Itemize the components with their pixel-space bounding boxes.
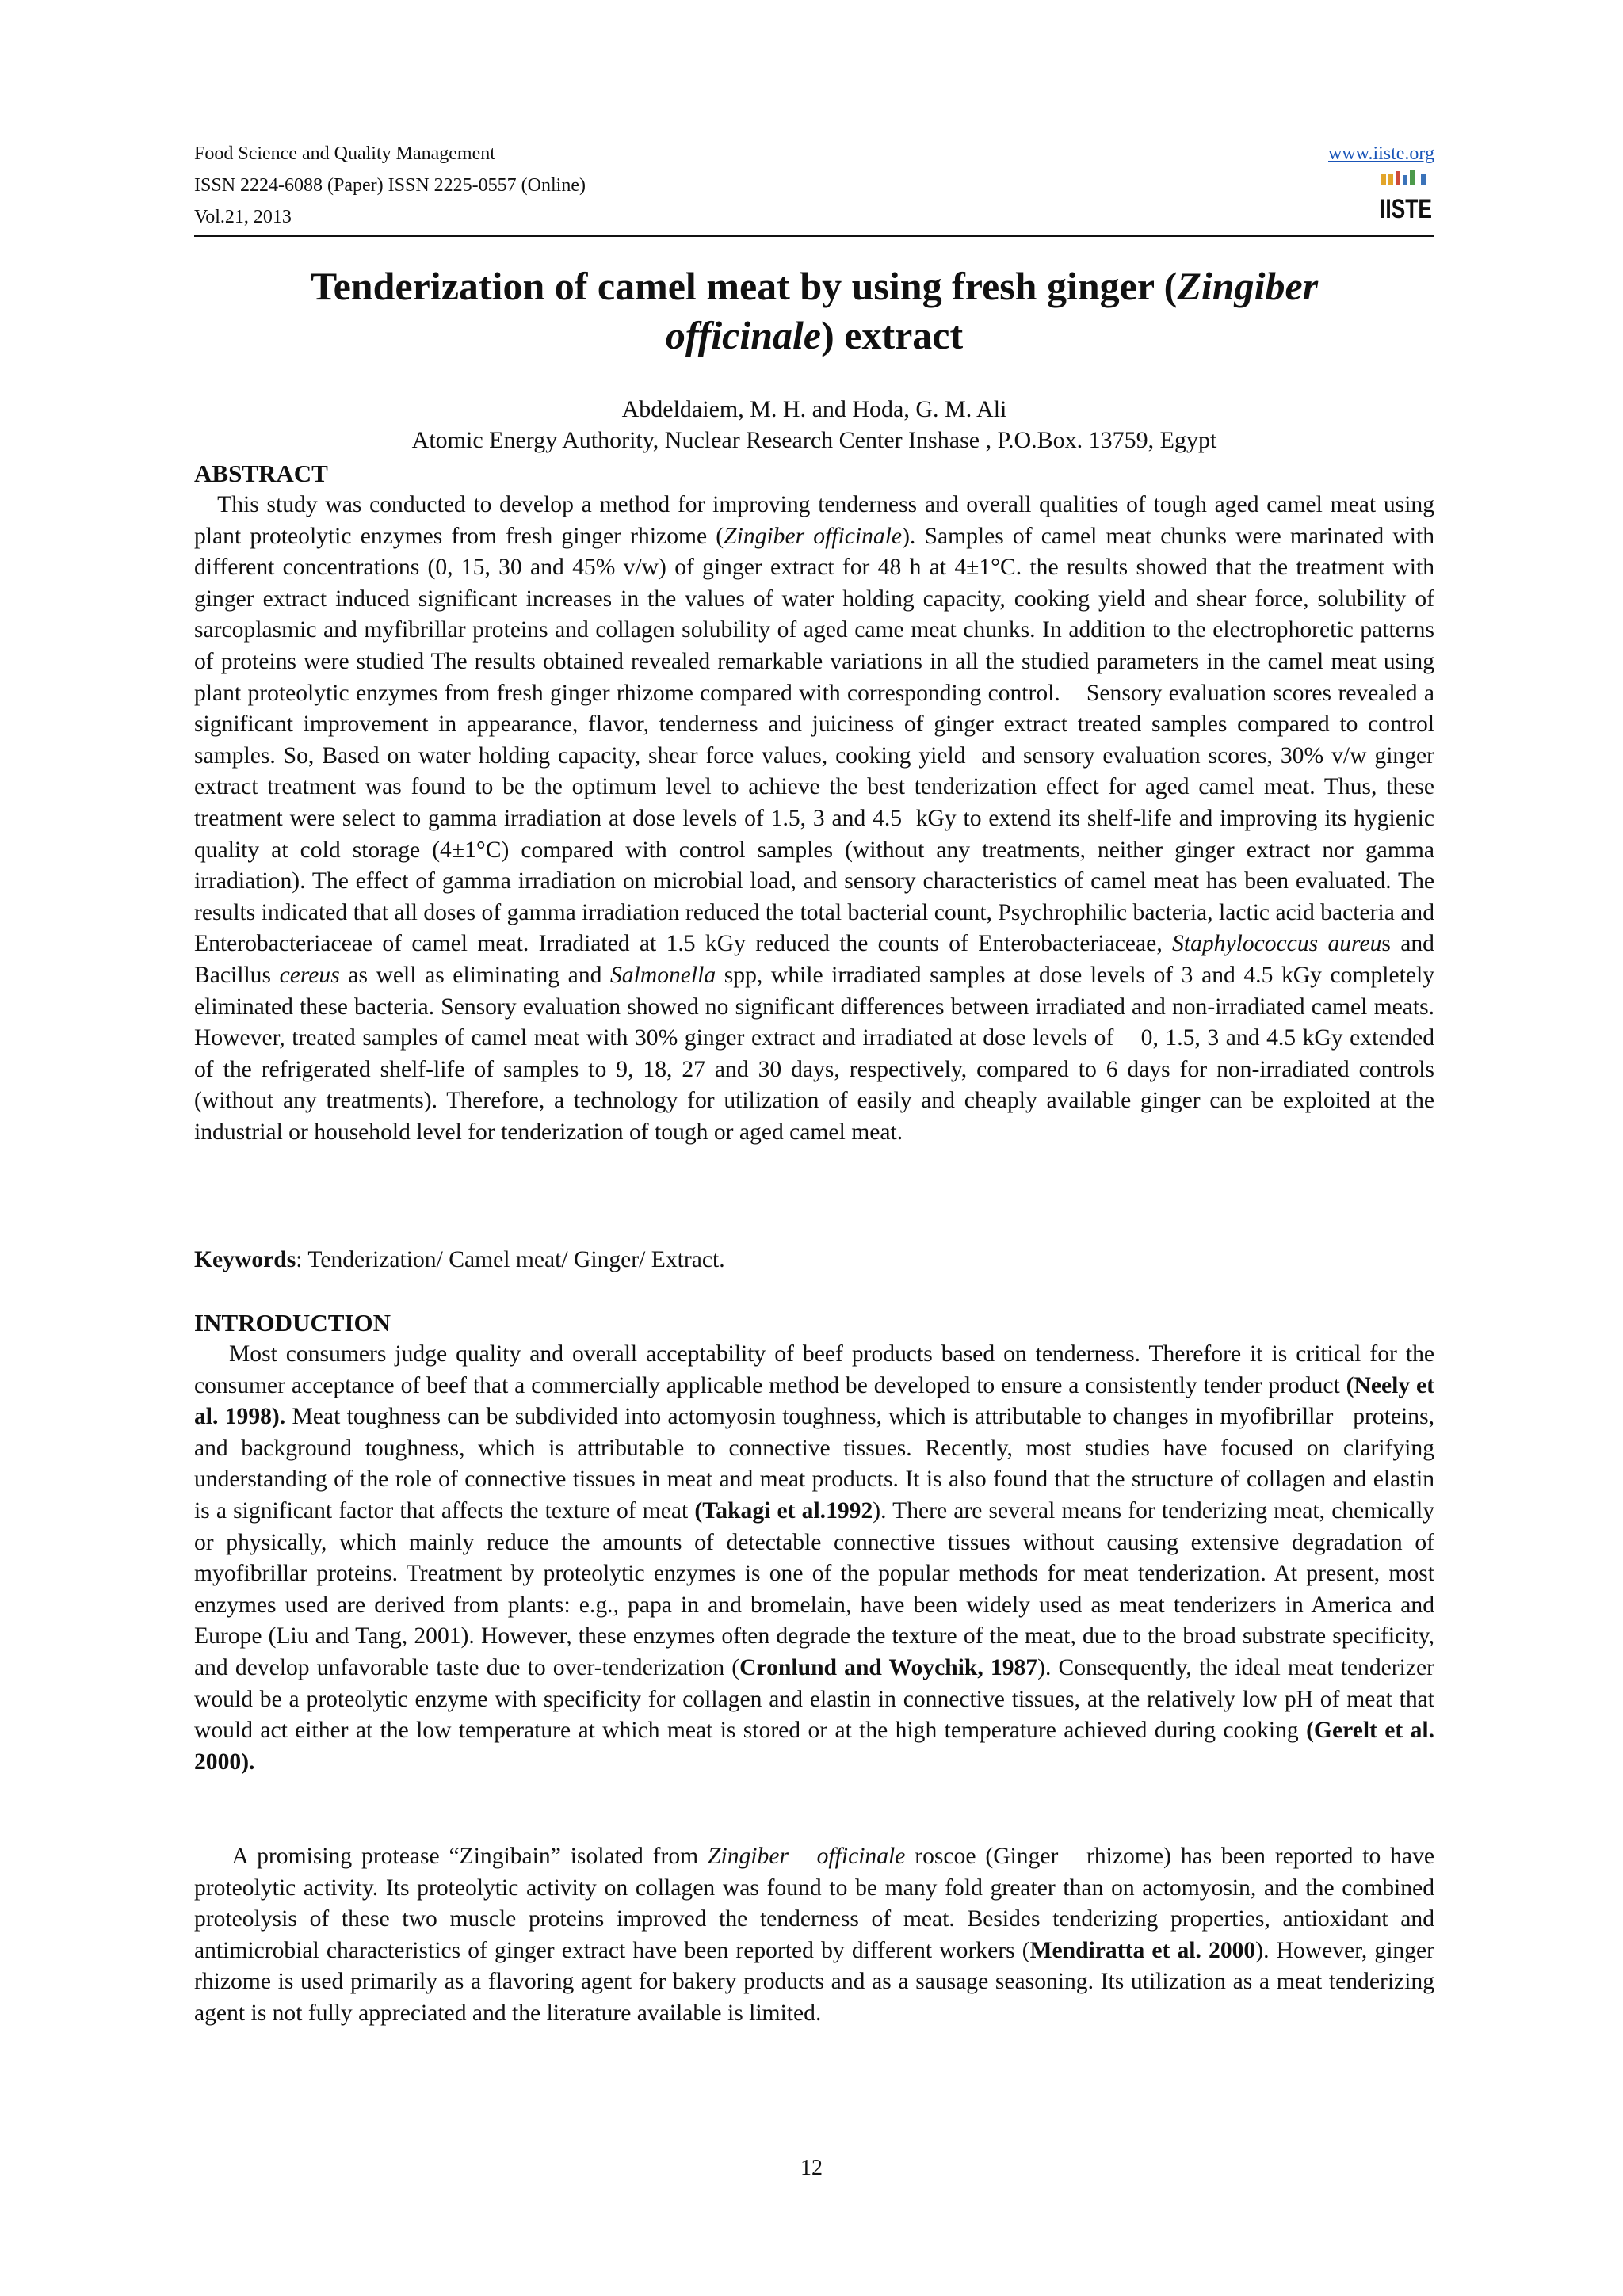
introduction-heading: INTRODUCTION (194, 1309, 391, 1337)
abstract-italic: Staphylococcus aureu (1172, 931, 1382, 957)
logo-bar-6 (1421, 174, 1426, 185)
abstract-italic: Zingiber officinale (724, 523, 903, 549)
intro-text: A promising protease “Zingibain” isolated from (194, 1844, 708, 1869)
intro-citation: (Neely et al. 1998). (194, 1372, 1441, 1430)
header-rule (194, 235, 1434, 237)
title-italic-1: Zingiber (1177, 264, 1319, 308)
intro-text: ). However, ginger rhizome is used primarily as a flavoring agent for bakery products and as a sausage seasoning. Its utilization as a meat tenderizing agent is not fully appreciated and the literature available is limited. (194, 1937, 1441, 2026)
journal-header (194, 138, 586, 233)
intro-text: Meat toughness can be subdivided into actomyosin toughness, which is attributable to changes in myofibrillar proteins, and background toughness, which is attributable to connective tissues. Recently, most studies have focused on clarifying understanding of the role of connective tissues in meat and meat products. It is also found that the structure of collagen and elastin is a significant factor that affects the texture of meat (194, 1404, 1441, 1524)
abstract-text: s and Bacillus (194, 931, 1441, 988)
abstract-text: ). Samples of camel meat chunks were marinated with different concentrations (0, 15, 30 and 45% v/w) of ginger extract for 48 h at 4±1°C. the results showed that the treatment with ginger extract induced significant increases in the values of water holding capacity, cooking yield and shear force, solubility of sarcoplasmic and myfibrillar proteins and collagen solubility of aged came meat chunks. In addition to the electrophoretic patterns of proteins were studied The results obtained revealed remarkable variations in all the studied parameters in the camel meat using plant proteolytic enzymes from fresh ginger rhizome compared with corresponding control. Sensory evaluation scores revealed a significant improvement in appearance, flavor, tenderness and juiciness of ginger extract treated samples compared to control samples. So, Based on water holding capacity, shear force values, cooking yield and sensory evaluation scores, 30% v/w ginger extract treatment was found to be the optimum level to achieve the best tenderization effect for aged camel meat. Thus, these treatment were select to gamma irradiation at dose levels of 1.5, 3 and 4.5 kGy to extend its shelf-life and improving its hygienic quality at cold storage (4±1°C) compared with control samples (without any treatments, neither ginger extract nor gamma irradiation). The effect of gamma irradiation on microbial load, and sensory characteristics of camel meat has been evaluated. The results indicated that all doses of gamma irradiation reduced the total bacterial count, Psychrophilic bacteria, lactic acid bacteria and Enterobacteriaceae of camel meat. Irradiated at 1.5 kGy reduced the counts of Enterobacteriaceae, (194, 523, 1441, 957)
abstract-text: spp, while irradiated samples at dose levels of 3 and 4.5 kGy completely eliminated these bacteria. Sensory evaluation showed no significant differences between irradiated and non-irradiated camel meats. However, treated samples of camel meat with 30% ginger extract and irradiated at dose levels of 0, 1.5, 3 and 4.5 kGy extended of the refrigerated shelf-life of samples to 9, 18, 27 and 30 days, respectively, compared to 6 days for non-irradiated controls (without any treatments). Therefore, a technology for utilization of easily and cheaply available ginger can be exploited at the industrial or household level for tenderization of tough or aged camel meat. (194, 962, 1441, 1145)
author-affiliation: Atomic Energy Authority, Nuclear Research Center Inshase , P.O.Box. 13759, Egypt (411, 427, 1217, 453)
title-italic-2: officinale (665, 313, 822, 357)
paper-title (194, 261, 1434, 360)
title-text-1: Tenderization of camel meat by using fresh ginger ( (310, 264, 1178, 308)
journal-name: Food Science and Quality Management (194, 143, 495, 164)
logo-wordmark: IISTE (1380, 194, 1432, 224)
iiste-logo (1380, 169, 1434, 227)
journal-issn: ISSN 2224-6088 (Paper) ISSN 2225-0557 (Online) (194, 175, 586, 196)
keywords-text: : Tenderization/ Camel meat/ Ginger/ Extract. (296, 1247, 725, 1272)
intro-italic: Zingiber officinale (708, 1844, 906, 1869)
introduction-paragraph-1 (194, 1339, 1441, 1778)
author-names: Abdeldaiem, M. H. and Hoda, G. M. Ali (621, 396, 1007, 422)
logo-bar-3 (1396, 171, 1400, 185)
abstract-italic: cereus (279, 962, 340, 988)
intro-text: roscoe (Ginger rhizome) has been reported to have proteolytic activity. Its proteolytic activity on collagen was found to be many fold greater than on actomyosin, and the combined proteolysis of these two muscle proteins improved the tenderness of meat. Besides tenderizing properties, antioxidant and antimicrobial characteristics of ginger extract have been reported by different workers ( (194, 1844, 1441, 1963)
keywords-line (194, 1245, 725, 1276)
title-text-2: ) extract (821, 313, 964, 357)
intro-citation: (Takagi et al.1992 (694, 1497, 873, 1524)
abstract-italic: Salmonella (610, 962, 716, 988)
intro-text: ). There are several means for tenderizing meat, chemically or physically, which mainly reduce the amounts of detectable connective tissues without causing extensive degradation of myofibrillar proteins. Treatment by proteolytic enzymes is one of the popular methods for meat tenderization. At present, most enzymes used are derived from plants: e.g., papa in and bromelain, have been widely used as meat tenderizers in America and Europe (Liu and Tang, 2001). However, these enzymes often degrade the texture of the meat, due to the broad substrate specificity, and develop unfavorable taste due to over-tenderization ( (194, 1497, 1441, 1680)
keywords-label: Keywords (194, 1247, 296, 1272)
abstract-text: This study was conducted to develop a method for improving tenderness and overall qualities of tough aged camel meat using plant proteolytic enzymes from fresh ginger rhizome ( (194, 492, 1441, 549)
intro-citation: (Gerelt et al. 2000). (194, 1718, 1441, 1775)
introduction-paragraph-2 (194, 1841, 1441, 2030)
intro-text: ). Consequently, the ideal meat tenderizer would be a proteolytic enzyme with specificity for collagen and elastin in connective tissues, at the relatively low pH of meat that would act either at the low temperature at which meat is stored or at the high temperature achieved during cooking (194, 1654, 1441, 1744)
logo-bar-4 (1403, 175, 1407, 185)
logo-bar-5 (1410, 170, 1415, 185)
logo-bar-1 (1381, 174, 1386, 185)
logo-bar-2 (1388, 174, 1393, 185)
abstract-text: as well as eliminating and (339, 962, 610, 988)
intro-citation: Cronlund and Woychik, 1987 (739, 1654, 1038, 1680)
abstract-paragraph (194, 490, 1441, 1148)
journal-url-link[interactable]: www.iiste.org (1328, 143, 1434, 164)
page-number: 12 (800, 2156, 823, 2180)
journal-volume: Vol.21, 2013 (194, 207, 292, 227)
author-block (194, 394, 1434, 456)
intro-citation: Mendiratta et al. 2000 (1029, 1937, 1256, 1963)
abstract-heading: ABSTRACT (194, 460, 328, 487)
intro-text: Most consumers judge quality and overall acceptability of beef products based on tenderness. Therefore it is critical for the consumer acceptance of beef that a commercially applicable method be developed to ensure a consistently tender product (194, 1341, 1441, 1398)
